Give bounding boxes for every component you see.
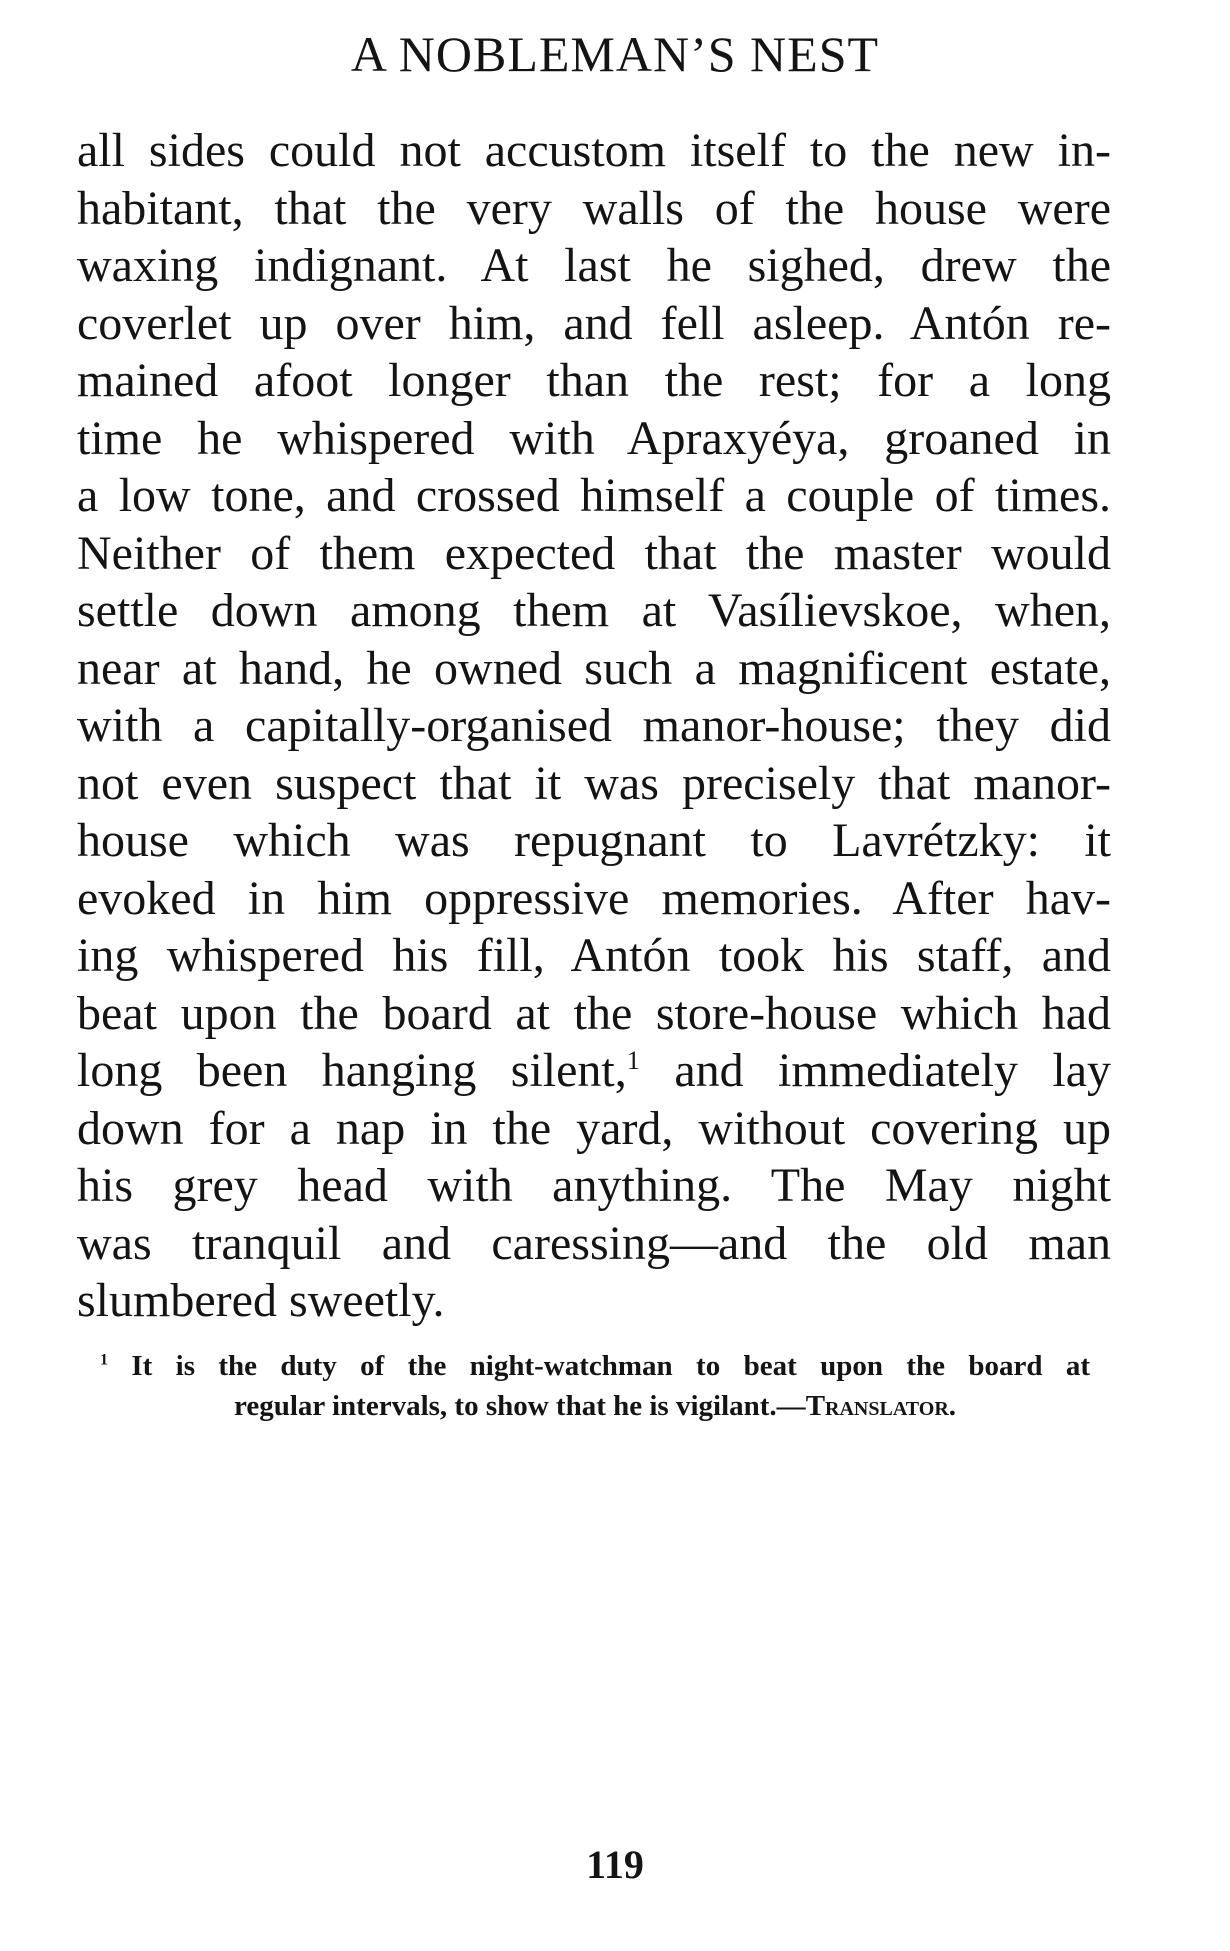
footnote-reference: 1 [626, 1045, 640, 1075]
footnote [100, 1346, 1090, 1426]
text-line: a low tone, and crossed himself a couple of times. [77, 469, 1111, 522]
text-line: waxing indignant. At last he sighed, drew the [77, 239, 1111, 292]
footnote-attribution: Translator. [805, 1390, 957, 1422]
text-line: near at hand, he owned such a magnificent estate, [77, 641, 1111, 695]
text-line: all sides could not accustom itself to the new in- [77, 124, 1111, 177]
text-line: ing whispered his fill, Antón took his staff, and [77, 929, 1111, 982]
text-line: time he whispered with Apraxyéya, groaned in [77, 411, 1111, 465]
text-line: Neither of them expected that the master would [77, 526, 1111, 580]
text-line-with-footnote-ref [77, 1042, 1111, 1100]
text-line: evoked in him oppressive memories. After hav- [77, 871, 1111, 925]
text-fragment: and immediately lay [639, 1044, 1111, 1097]
text-line: was tranquil and caressing—and the old man [77, 1216, 1111, 1270]
text-line: settle down among them at Vasílievskoe, when, [77, 584, 1111, 637]
text-line: coverlet up over him, and fell asleep. Antón re- [77, 296, 1111, 350]
footnote-text: It is the duty of the night-watchman to beat upon the board at [107, 1350, 1090, 1382]
text-line: not even suspect that it was precisely that manor- [77, 756, 1111, 810]
footnote-text: regular intervals, to show that he is vigilant.— [233, 1390, 806, 1422]
footnote-line [100, 1346, 1090, 1386]
text-line: slumbered sweetly. [77, 1274, 445, 1327]
text-line: beat upon the board at the store-house which had [77, 986, 1111, 1040]
text-fragment: long been hanging silent, [77, 1044, 627, 1097]
text-line: habitant, that the very walls of the house were [77, 181, 1111, 235]
text-line: house which was repugnant to Lavrétzky: it [77, 814, 1111, 867]
text-line: mained afoot longer than the rest; for a long [77, 354, 1111, 407]
text-line: down for a nap in the yard, without covering up [77, 1101, 1111, 1155]
page-number: 119 [586, 1842, 644, 1887]
body-paragraph [77, 122, 1111, 1330]
footnote-marker: 1 [100, 1351, 108, 1369]
text-line: with a capitally-organised manor-house; they did [77, 699, 1111, 752]
footnote-line [100, 1386, 1090, 1426]
running-title: A NOBLEMAN’S NEST [350, 26, 880, 82]
text-line: his grey head with anything. The May night [77, 1159, 1111, 1212]
